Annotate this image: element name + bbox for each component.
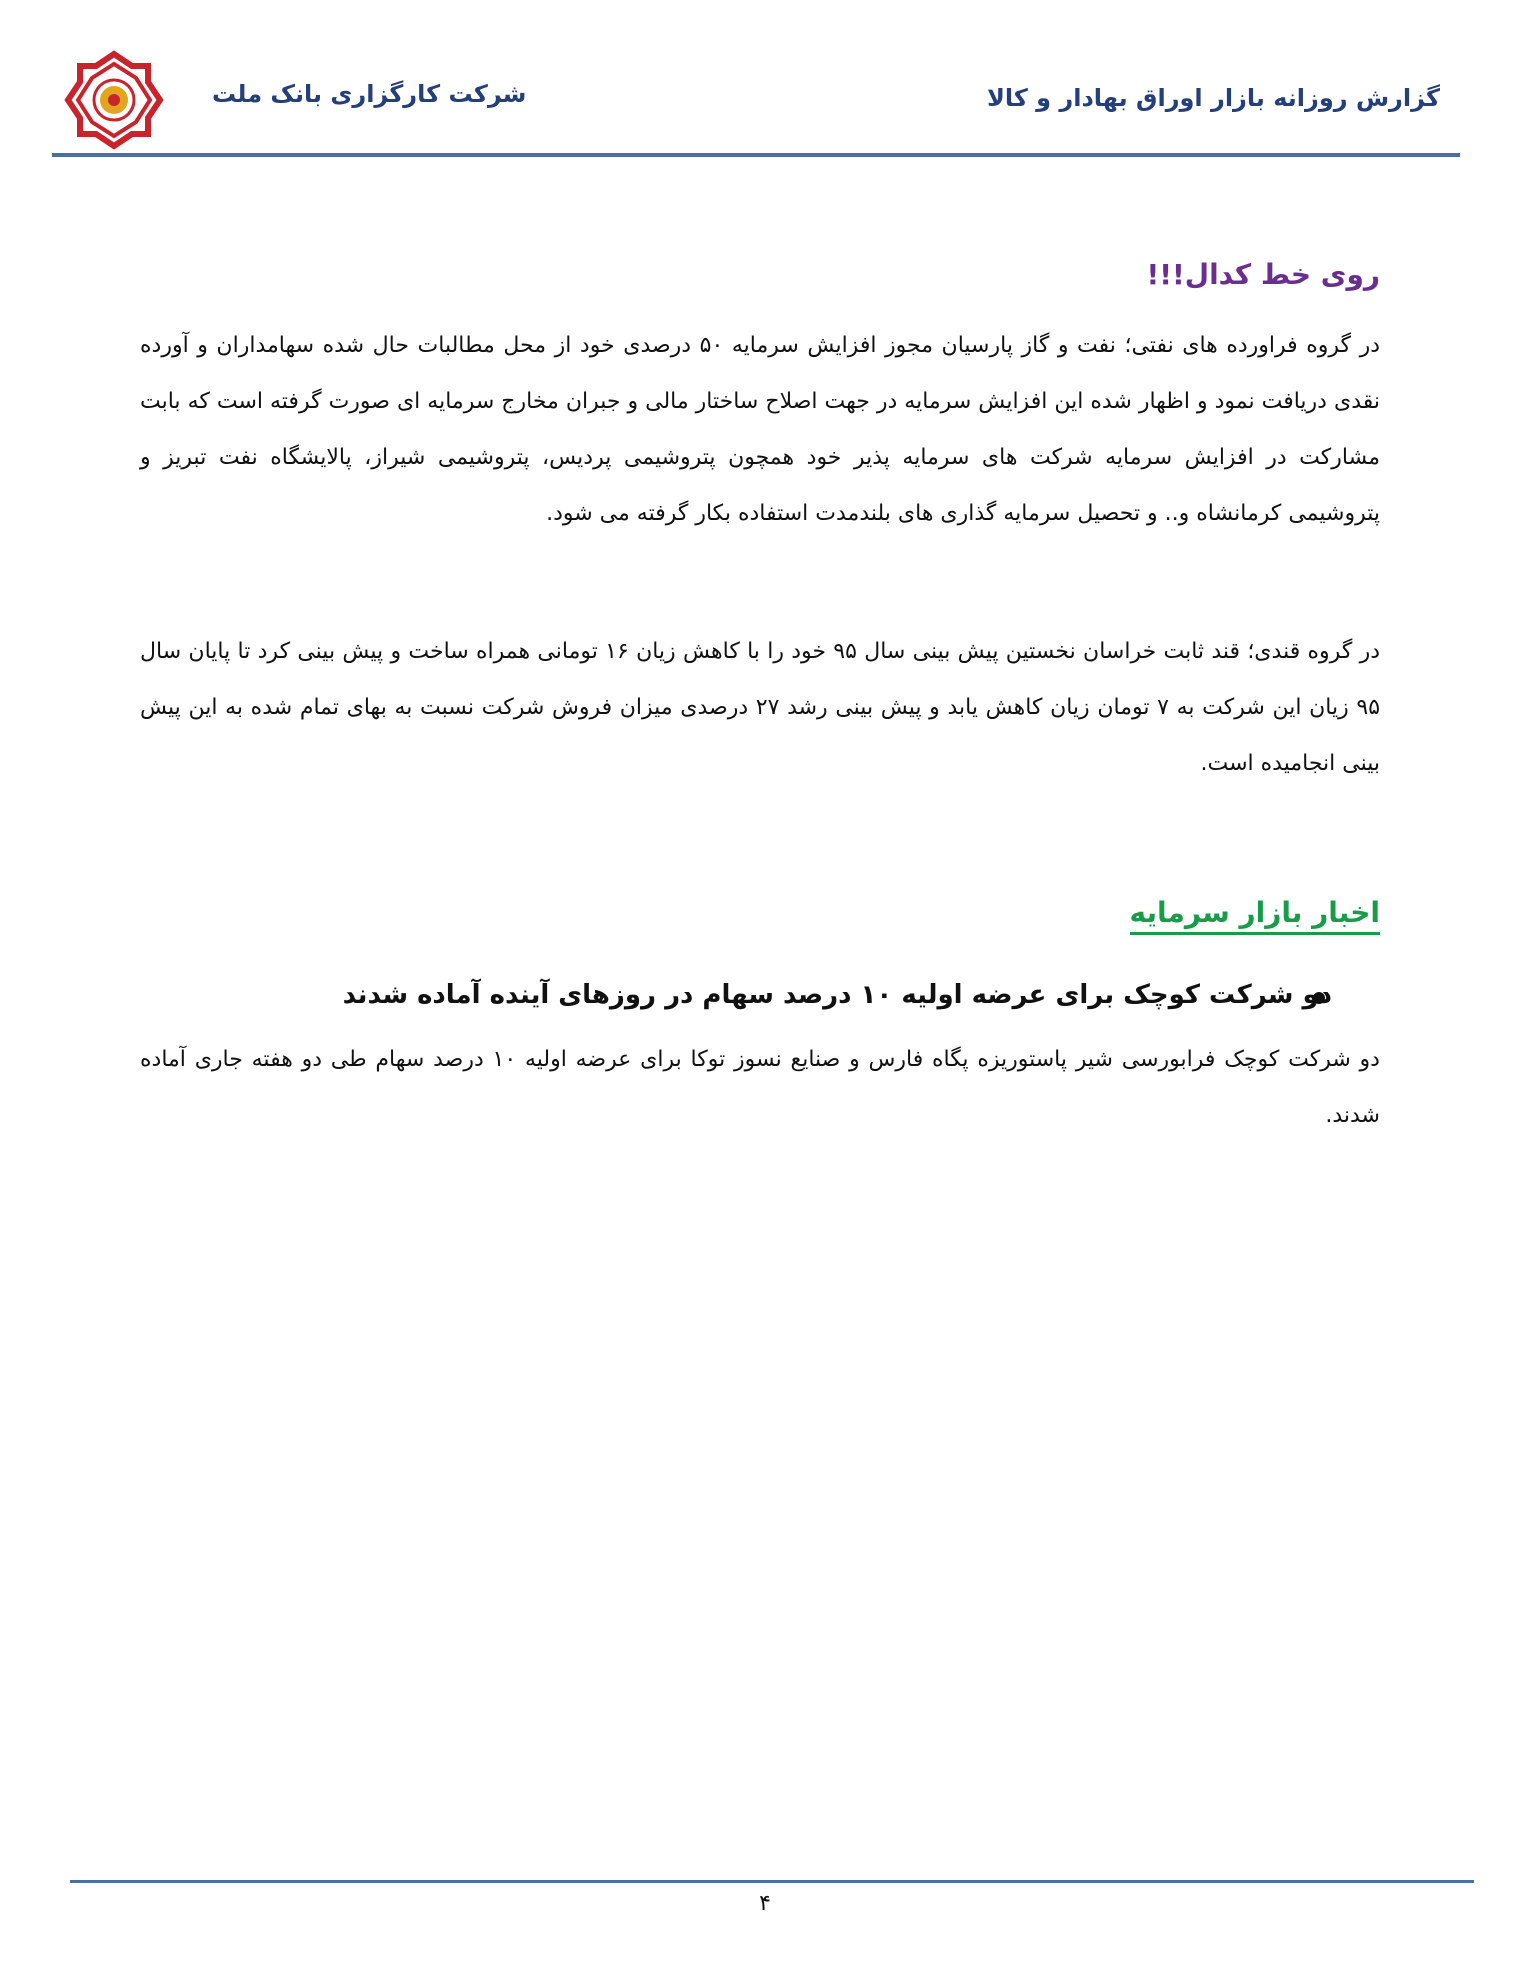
section-heading-codal: روی خط کدال!!! bbox=[1146, 258, 1380, 291]
bank-mellat-logo-icon bbox=[62, 48, 166, 152]
header-divider bbox=[52, 153, 1460, 157]
page-number: ۴ bbox=[759, 1891, 771, 1916]
paragraph-oil-products: در گروه فراورده های نفتی؛ نفت و گاز پارسیان مجوز افزایش سرمایه ۵۰ درصدی خود از محل مطالبات حال شده سهامداران و آورده نقدی دریافت نمود و اظهار شده این افزایش سرمایه در جهت اصلاح ساختار مالی و جبران مخارج سرمایه ای صورت گرفته است که بابت مشارکت در افزایش سرمایه شرکت های سرمایه پذیر خود همچون پتروشیمی پردیس، پتروشیمی شیراز، پالایشگاه نفت تبریز و پتروشیمی کرمانشاه و.. و تحصیل سرمایه گذاری های بلندمدت استفاده بکار گرفته می شود. bbox=[140, 333, 1380, 526]
paragraph-sugar-group: در گروه قندی؛ قند ثابت خراسان نخستین پیش بینی سال ۹۵ خود را با کاهش زیان ۱۶ تومانی همراه ساخت و پیش بینی کرد تا پایان سال ۹۵ زیان این شرکت به ۷ تومان زیان کاهش یابد و پیش بینی رشد ۲۷ درصدی میزان فروش شرکت نسبت به بهای تمام شده به این پیش بینی انجامیده است. bbox=[140, 639, 1381, 776]
paragraph-ipo-news: دو شرکت کوچک فرابورسی شیر پاستوریزه پگاه فارس و صنایع نسوز توکا برای عرضه اولیه ۱۰ درصد سهام طی دو هفته جاری آماده شدند. bbox=[140, 1047, 1380, 1128]
company-name: شرکت کارگزاری بانک ملت bbox=[212, 80, 527, 108]
news-bullet-title: دو شرکت کوچک برای عرضه اولیه ۱۰ درصد سهام در روزهای آینده آماده شدند bbox=[342, 980, 1332, 1010]
section-heading-capital-market bbox=[140, 896, 1380, 929]
report-title: گزارش روزانه بازار اوراق بهادار و کالا bbox=[986, 84, 1440, 112]
footer-divider bbox=[70, 1880, 1474, 1883]
capital-market-heading-text: اخبار بازار سرمایه bbox=[1130, 896, 1381, 935]
